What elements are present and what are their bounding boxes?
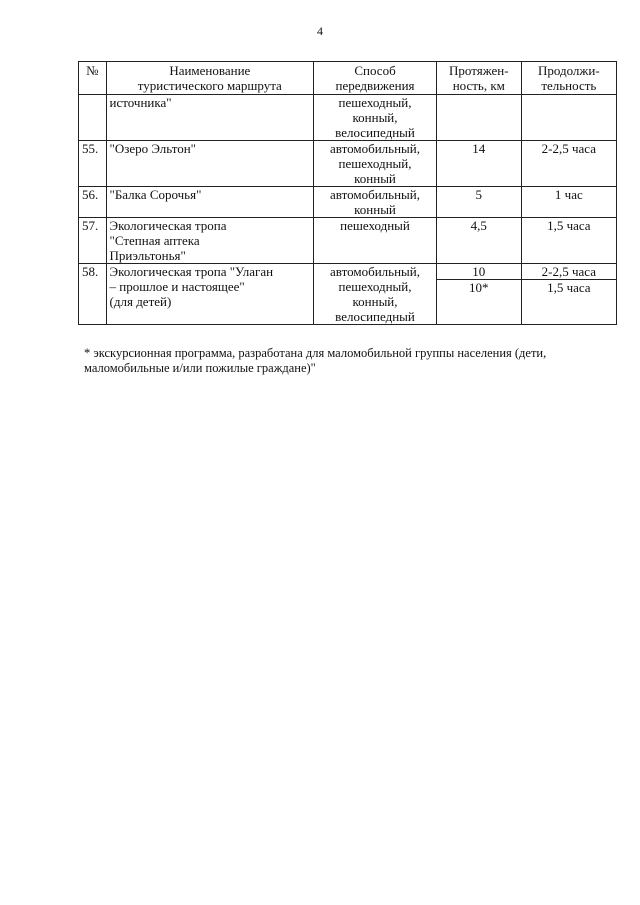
cell-route-name: Экологическая тропа "Степная аптека Приэльтонья" xyxy=(106,218,314,264)
cell-duration: 2-2,5 часа xyxy=(521,141,616,187)
table-row xyxy=(79,218,617,264)
cell-duration: 1 час xyxy=(521,187,616,218)
cell-length-value: 10 xyxy=(472,264,486,279)
cell-route-name: "Балка Сорочья" xyxy=(106,187,314,218)
header-duration: Продолжи- тельность xyxy=(521,62,616,95)
cell-duration-value: 1,5 часа xyxy=(522,279,616,295)
header-length: Протяжен- ность, км xyxy=(436,62,521,95)
cell-number: 56. xyxy=(79,187,107,218)
cell-route-name: "Озеро Эльтон" xyxy=(106,141,314,187)
cell-length: 5 xyxy=(436,187,521,218)
header-route-name: Наименование туристического маршрута xyxy=(106,62,314,95)
table-header-row xyxy=(79,62,617,95)
cell-length xyxy=(436,95,521,141)
table-row xyxy=(79,187,617,218)
cell-transport-mode: пешеходный xyxy=(314,218,437,264)
cell-duration xyxy=(521,95,616,141)
table-row xyxy=(79,141,617,187)
cell-transport-mode: автомобильный, конный xyxy=(314,187,437,218)
cell-route-name: источника" xyxy=(106,95,314,141)
cell-length-value: 10* xyxy=(437,279,521,295)
header-transport-mode: Способ передвижения xyxy=(314,62,437,95)
cell-length: 4,5 xyxy=(436,218,521,264)
header-number: № xyxy=(79,62,107,95)
cell-duration: 1,5 часа xyxy=(521,218,616,264)
cell-transport-mode: автомобильный, пешеходный, конный xyxy=(314,141,437,187)
page-number: 4 xyxy=(317,24,323,38)
cell-length xyxy=(436,264,521,325)
cell-duration xyxy=(521,264,616,325)
cell-transport-mode: пешеходный, конный, велосипедный xyxy=(314,95,437,141)
table-row xyxy=(79,264,617,325)
cell-number: 58. xyxy=(79,264,107,325)
cell-route-name: Экологическая тропа "Улаган – прошлое и настоящее" (для детей) xyxy=(106,264,314,325)
cell-number: 57. xyxy=(79,218,107,264)
cell-length: 14 xyxy=(436,141,521,187)
cell-number: 55. xyxy=(79,141,107,187)
table-row-continuation xyxy=(79,95,617,141)
cell-number xyxy=(79,95,107,141)
cell-transport-mode: автомобильный, пешеходный, конный, велосипедный xyxy=(314,264,437,325)
routes-table xyxy=(78,61,617,325)
footnote: * экскурсионная программа, разработана для маломобильной группы населения (дети, маломобильные и/или пожилые граждане)" xyxy=(84,346,547,375)
cell-duration-value: 2-2,5 часа xyxy=(541,264,596,279)
